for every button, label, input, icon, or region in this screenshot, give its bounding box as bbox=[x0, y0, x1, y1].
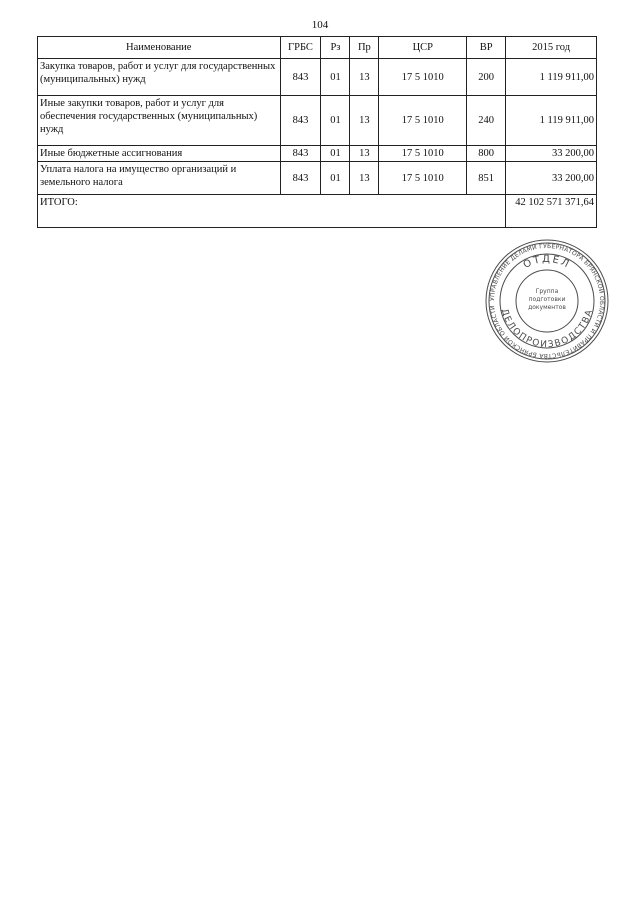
header-csr: ЦСР bbox=[379, 37, 467, 59]
row-pr: 13 bbox=[350, 162, 379, 195]
row-grbs: 843 bbox=[280, 146, 321, 162]
row-amount: 1 119 911,00 bbox=[506, 96, 597, 146]
stamp-bottom-word: ДЕЛОПРОИЗВОДСТВА bbox=[498, 307, 596, 351]
stamp-center-line-3: документов bbox=[528, 304, 566, 311]
stamp-center-line-1: Группа bbox=[535, 288, 559, 295]
table-row bbox=[38, 96, 597, 146]
header-vr: ВР bbox=[467, 37, 506, 59]
row-rz: 01 bbox=[321, 146, 350, 162]
table-row bbox=[38, 59, 597, 96]
stamp-ring-text: УПРАВЛЕНИЕ ДЕЛАМИ ГУБЕРНАТОРА БРЯНСКОЙ ОБЛАСТИ И ПРАВИТЕЛЬСТВА БРЯНСКОЙ ОБЛАСТИ bbox=[488, 242, 606, 360]
header-name: Наименование bbox=[38, 37, 281, 59]
table-header-row bbox=[38, 37, 597, 59]
row-rz: 01 bbox=[321, 96, 350, 146]
office-stamp bbox=[484, 238, 610, 364]
row-csr: 17 5 1010 bbox=[379, 96, 467, 146]
table-row bbox=[38, 146, 597, 162]
row-csr: 17 5 1010 bbox=[379, 162, 467, 195]
header-rz: Рз bbox=[321, 37, 350, 59]
row-pr: 13 bbox=[350, 146, 379, 162]
header-year: 2015 год bbox=[506, 37, 597, 59]
row-csr: 17 5 1010 bbox=[379, 146, 467, 162]
stamp-center-line-2: подготовки bbox=[528, 296, 566, 303]
total-label: ИТОГО: bbox=[38, 195, 506, 228]
row-amount: 33 200,00 bbox=[506, 146, 597, 162]
row-pr: 13 bbox=[350, 59, 379, 96]
header-pr: Пр bbox=[350, 37, 379, 59]
row-grbs: 843 bbox=[280, 162, 321, 195]
row-rz: 01 bbox=[321, 162, 350, 195]
stamp-top-word: ОТДЕЛ bbox=[521, 253, 573, 271]
total-row bbox=[38, 195, 597, 228]
row-vr: 240 bbox=[467, 96, 506, 146]
row-rz: 01 bbox=[321, 59, 350, 96]
row-name: Иные закупки товаров, работ и услуг для обеспечения государственных (муниципальных) нужд bbox=[38, 96, 281, 146]
row-name: Уплата налога на имущество организаций и земельного налога bbox=[38, 162, 281, 195]
table-row bbox=[38, 162, 597, 195]
page-number: 104 bbox=[311, 19, 329, 31]
total-amount: 42 102 571 371,64 bbox=[506, 195, 597, 228]
header-grbs: ГРБС bbox=[280, 37, 321, 59]
row-amount: 1 119 911,00 bbox=[506, 59, 597, 96]
row-name: Закупка товаров, работ и услуг для государственных (муниципальных) нужд bbox=[38, 59, 281, 96]
row-grbs: 843 bbox=[280, 59, 321, 96]
row-vr: 851 bbox=[467, 162, 506, 195]
row-name: Иные бюджетные ассигнования bbox=[38, 146, 281, 162]
row-amount: 33 200,00 bbox=[506, 162, 597, 195]
row-vr: 800 bbox=[467, 146, 506, 162]
row-vr: 200 bbox=[467, 59, 506, 96]
row-csr: 17 5 1010 bbox=[379, 59, 467, 96]
row-grbs: 843 bbox=[280, 96, 321, 146]
row-pr: 13 bbox=[350, 96, 379, 146]
budget-table bbox=[37, 36, 597, 228]
